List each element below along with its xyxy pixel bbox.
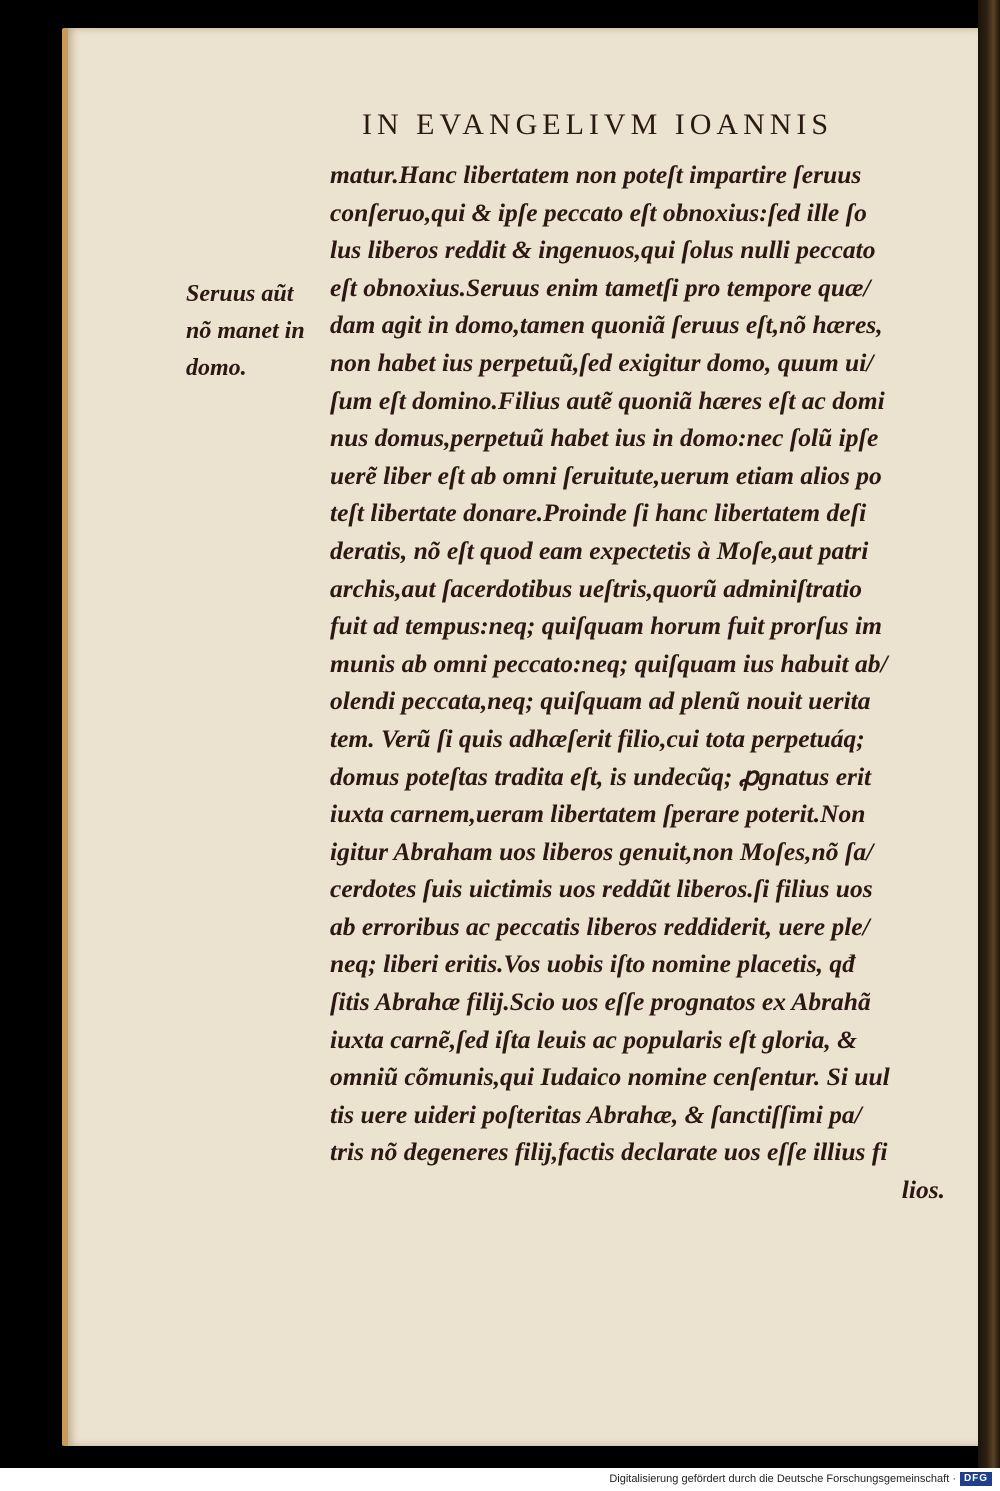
- marginal-note-line: domo.: [186, 355, 247, 381]
- text-line: iuxta carnem,ueram libertatem ſperare poterit.Non: [330, 799, 866, 829]
- facing-page-edge: [978, 0, 1000, 1491]
- footer-credit: Digitalisierung gefördert durch die Deutsche Forschungsgemeinschaft ·: [609, 1473, 956, 1485]
- text-line: lus liberos reddit & ingenuos,qui ſolus nulli peccato: [330, 235, 876, 265]
- text-line: tis uere uideri poſteritas Abrahæ, & ſanctiſſimi pa/: [330, 1099, 862, 1129]
- text-line: tris nõ degeneres filij,factis declarate uos eſſe illius fi: [330, 1137, 888, 1167]
- text-line: archis,aut ſacerdotibus ueſtris,quorũ adminiſtratio: [330, 573, 863, 603]
- text-line: cerdotes ſuis uictimis uos reddũt liberos.ſi filius uos: [330, 874, 873, 904]
- text-line: dam agit in domo,tamen quoniã ſeruus eſt,nõ hæres,: [330, 310, 883, 340]
- running-head: IN EVANGELIVM IOANNIS: [362, 108, 834, 141]
- text-line: uerẽ liber eſt ab omni ſeruitute,uerum etiam alios po: [330, 460, 882, 490]
- marginal-note-line: Seruus aũt: [186, 281, 294, 307]
- text-line: tem. Verũ ſi quis adhæſerit filio,cui tota perpetuáq;: [330, 723, 865, 753]
- text-line: iuxta carnẽ,ſed iſta leuis ac popularis eſt gloria, &: [330, 1024, 857, 1054]
- text-line: domus poteſtas tradita eſt, is undecũq; ꝓgnatus erit: [330, 761, 872, 791]
- text-line: fuit ad tempus:neq; quiſquam horum fuit prorſus im: [330, 611, 882, 641]
- text-line: ſum eſt domino.Filius autẽ quoniã hæres eſt ac domi: [330, 385, 885, 415]
- body-text: [330, 156, 955, 1209]
- marginal-note: [186, 276, 326, 387]
- text-line: igitur Abraham uos liberos genuit,non Moſes,nõ ſa/: [330, 836, 874, 866]
- text-line: munis ab omni peccato:neq; quiſquam ius habuit ab/: [330, 648, 888, 678]
- marginal-note-line: nõ manet in: [186, 318, 305, 344]
- dfg-logo: DFG: [960, 1472, 992, 1486]
- text-line: eſt obnoxius.Seruus enim tametſi pro tempore quæ/: [330, 272, 871, 302]
- text-line: neq; liberi eritis.Vos uobis iſto nomine placetis, qđ: [330, 949, 855, 979]
- text-line: non habet ius perpetuũ,ſed exigitur domo, quum ui/: [330, 347, 874, 377]
- text-line: matur.Hanc libertatem non poteſt impartire ſeruus: [330, 160, 862, 189]
- text-line: ſitis Abrahæ filij.Scio uos eſſe prognatos ex Abrahã: [330, 987, 871, 1017]
- text-line: conſeruo,qui & ipſe peccato eſt obnoxius:ſed ille ſo: [330, 197, 867, 227]
- text-line: teſt libertate donare.Proinde ſi hanc libertatem deſi: [330, 498, 867, 528]
- text-line: olendi peccata,neq; quiſquam ad plenũ nouit uerita: [330, 686, 871, 716]
- text-line: ab erroribus ac peccatis liberos reddiderit, uere ple/: [330, 911, 870, 941]
- text-line: omniũ cõmunis,qui Iudaico nomine cenſentur. Si uul: [330, 1062, 890, 1092]
- text-line: lios.: [901, 1175, 945, 1205]
- text-line: deratis, nõ eſt quod eam expectetis à Moſe,aut patri: [330, 535, 869, 565]
- text-line: nus domus,perpetuũ habet ius in domo:nec ſolũ ipſe: [330, 423, 879, 453]
